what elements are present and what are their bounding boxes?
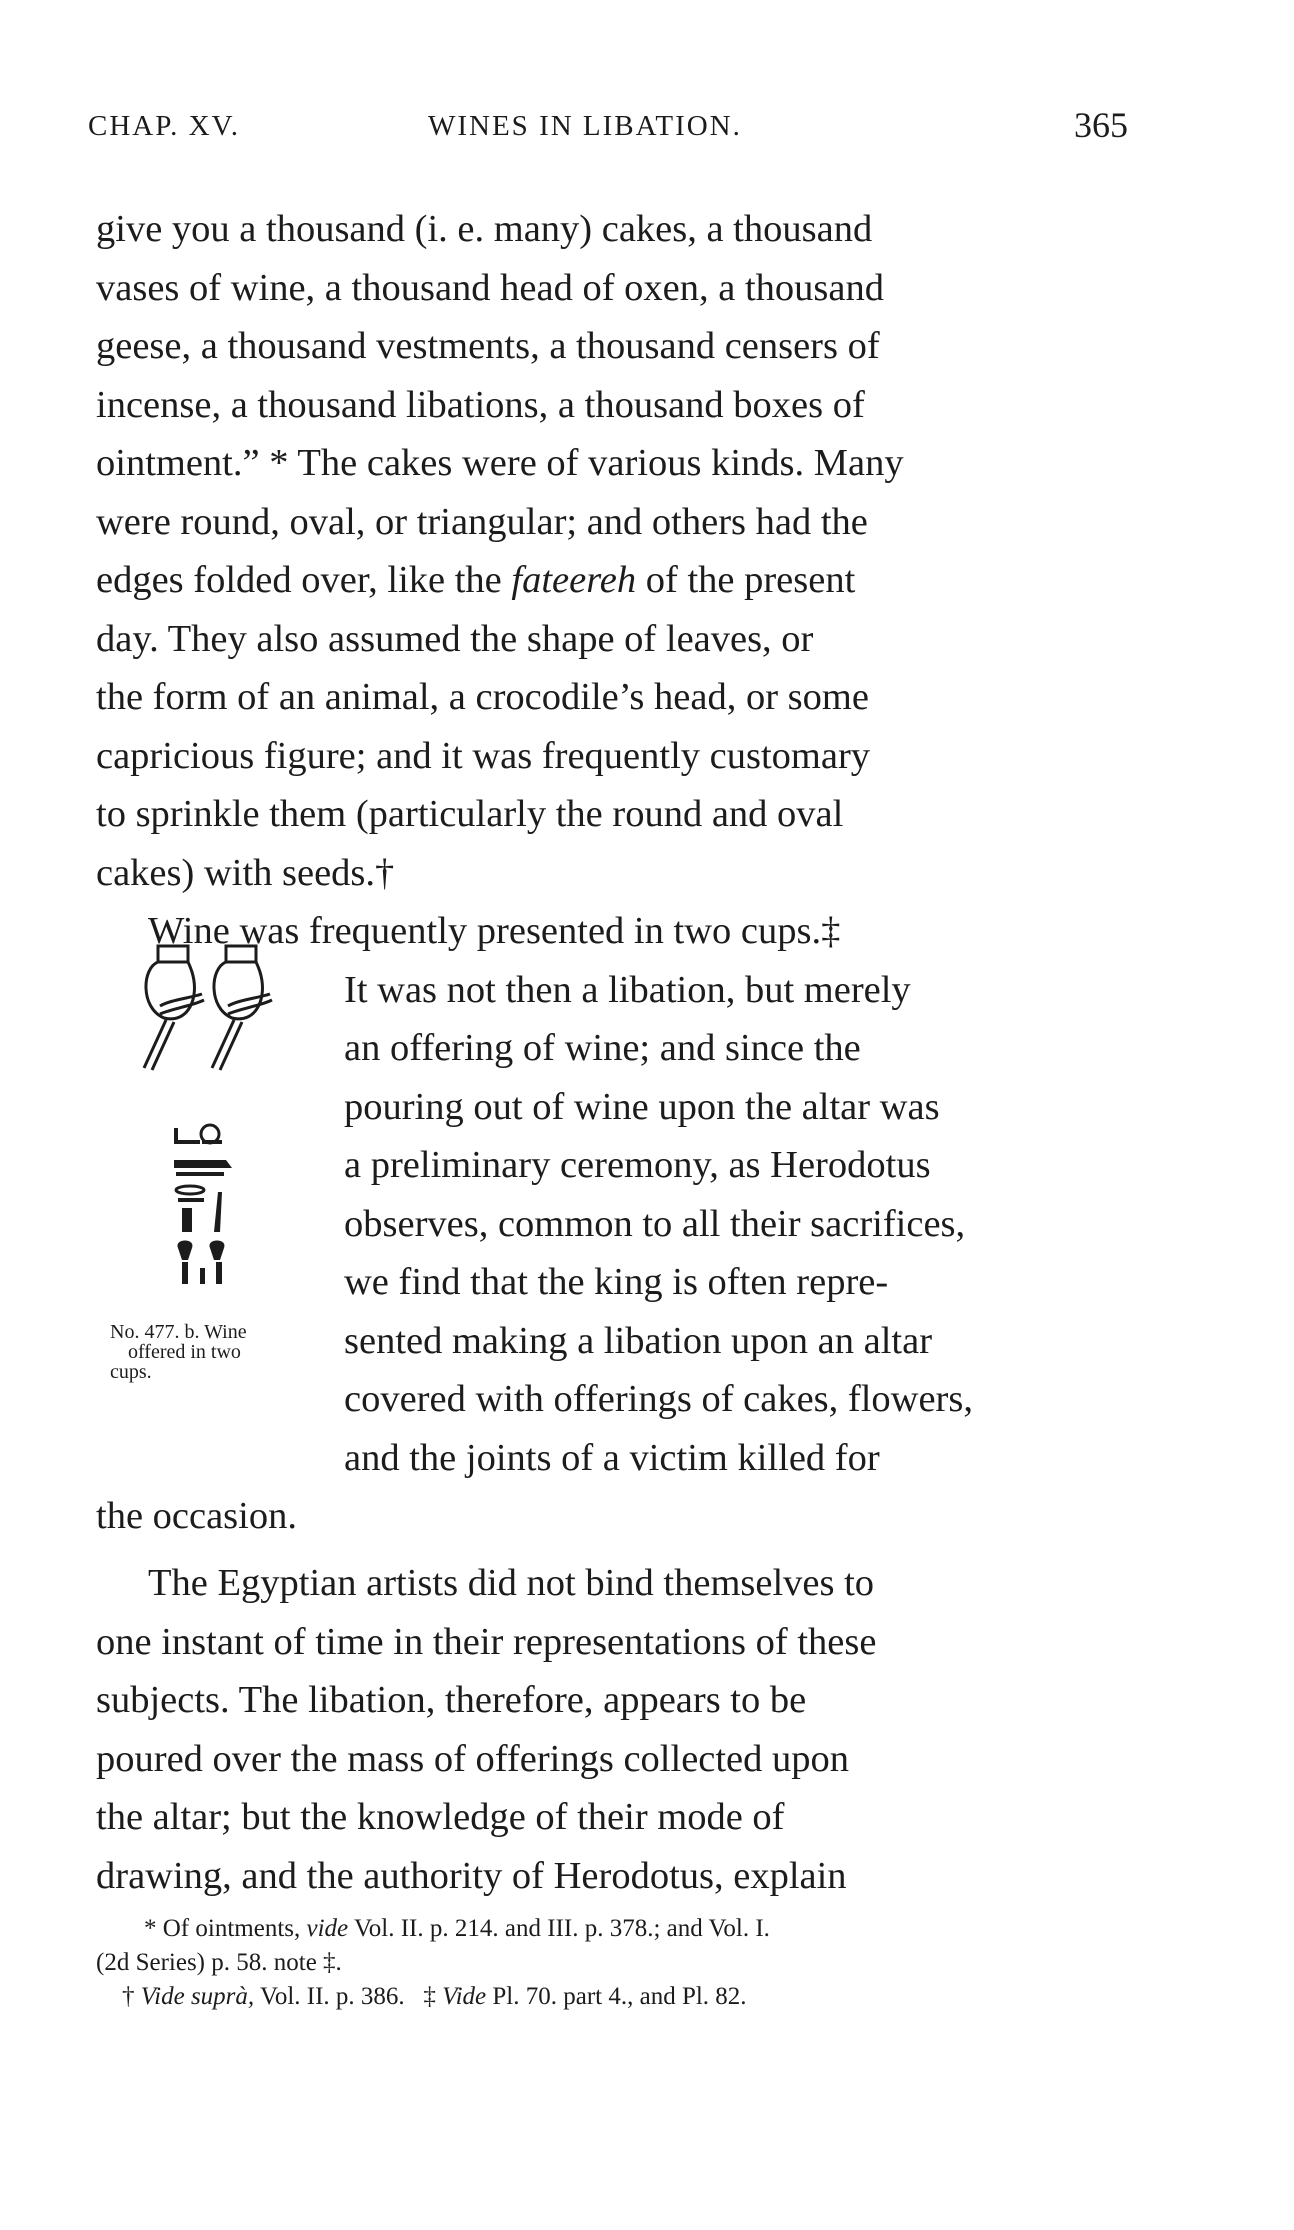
footnote-line [96,1912,1136,1946]
text-line: to sprinkle them (particularly the round and oval [96,793,844,835]
footnote-text: ‡ [423,1983,436,2010]
text-line: Wine was frequently presented in two cups.‡ [148,910,841,952]
text-line: subjects. The libation, therefore, appears to be [96,1679,807,1721]
footnote-line: (2d Series) p. 58. note ‡. [96,1949,342,1976]
footnote-text: Pl. 70. part 4., and Pl. 82. [492,1983,747,2010]
text-line: were round, oval, or triangular; and others had the [96,500,868,543]
footnote-text: † [122,1983,135,2010]
footnote-text: Vol. II. p. 386. [259,1983,405,2010]
text-line: the altar; but the knowledge of their mode of [96,1796,785,1838]
page-number: 365 [1074,105,1128,145]
footnote-italic: Vide suprà, [140,1983,255,2010]
body-text-continued [96,1554,876,1905]
text-line: pouring out of wine upon the altar was [344,1085,940,1128]
footnotes [96,1912,1136,2014]
running-header [88,105,1128,160]
text-line: sented making a libation upon an altar [344,1319,933,1362]
text-line: the occasion. [96,1495,297,1537]
text-line: It was not then a libation, but merely [344,968,911,1011]
text-line: capricious figure; and it was frequently customary [96,734,871,777]
figure-caption [110,1322,350,1382]
text-line: covered with offerings of cakes, flowers, [344,1378,973,1420]
text-line: poured over the mass of offerings collected upon [96,1737,850,1780]
footnote-text: * Of ointments, [144,1915,301,1942]
text-line: The Egyptian artists did not bind themselves to [148,1562,875,1604]
text-line: drawing, and the authority of Herodotus, explain [96,1854,847,1897]
text-run: of the present [645,559,856,601]
hieroglyph-illustration [130,928,330,1348]
text-line: we find that the king is often repre- [344,1261,889,1303]
text-line: incense, a thousand libations, a thousand boxes of [96,383,865,426]
chapter-label: CHAP. XV. [88,110,241,142]
caption-line: No. 477. b. Wine [110,1321,247,1343]
wine-cups-figure [130,928,330,1348]
text-line [96,551,1136,610]
text-line: and the joints of a victim killed for [344,1436,880,1479]
text-line: the form of an animal, a crocodile’s head, or some [96,676,869,718]
italic-word: fateereh [511,559,637,601]
caption-line: offered in two [128,1341,241,1363]
text-line: geese, a thousand vestments, a thousand censers of [96,325,880,367]
caption-line: cups. [110,1361,152,1383]
footnote-text: Vol. II. p. 214. and III. p. 378.; and Vol. I. [353,1915,770,1942]
text-line: a preliminary ceremony, as Herodotus [344,1144,931,1186]
text-line: vases of wine, a thousand head of oxen, a thousand [96,266,884,309]
running-title: WINES IN LIBATION. [428,110,742,142]
text-line: an offering of wine; and since the [344,1027,861,1069]
footnote-line [96,1980,1136,2014]
footnote-italic: Vide [442,1983,487,2010]
text-line: give you a thousand (i. e. many) cakes, a thousand [96,208,873,250]
text-line: cakes) with seeds.† [96,851,395,894]
footnote-italic: vide [306,1915,349,1942]
text-line: observes, common to all their sacrifices, [344,1202,966,1245]
text-line: day. They also assumed the shape of leaves, or [96,617,814,660]
text-run: edges folded over, like the [96,559,502,601]
text-line: one instant of time in their representations of these [96,1620,877,1663]
text-line: ointment.” * The cakes were of various kinds. Many [96,442,904,484]
